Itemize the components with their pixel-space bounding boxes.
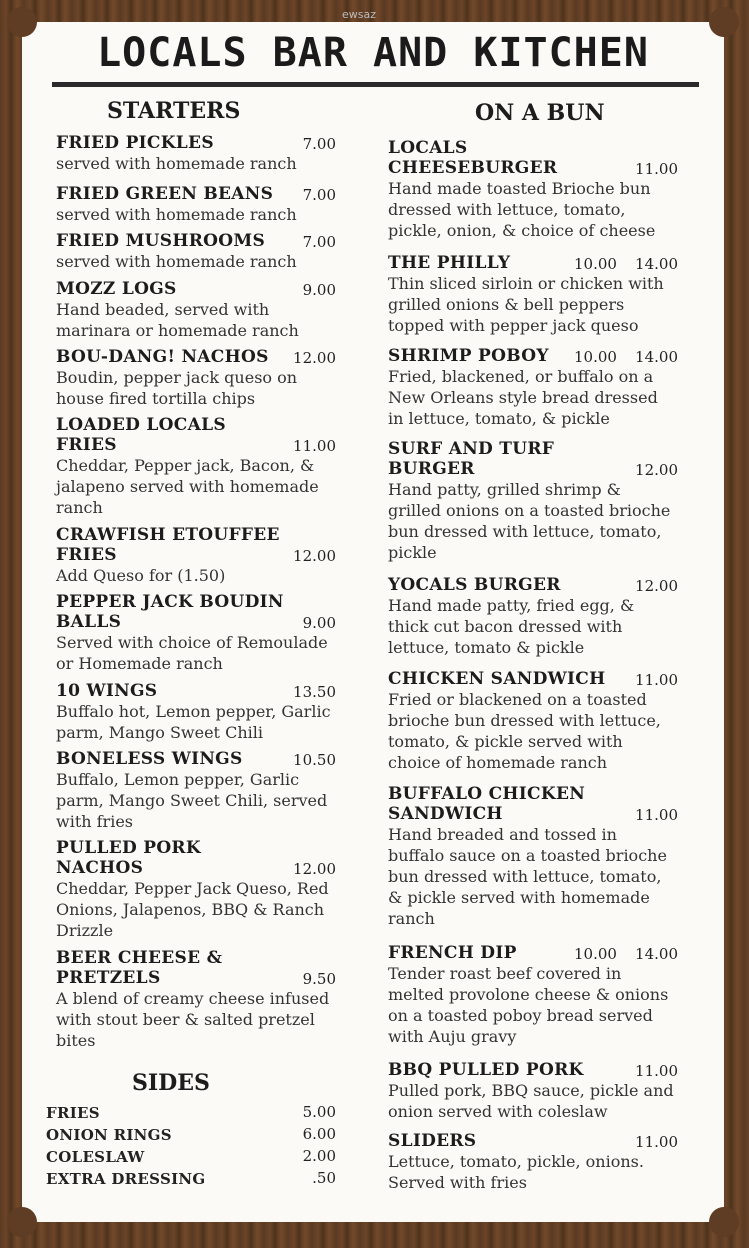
- menu-item: [56, 415, 336, 520]
- item-price: 7.00: [302, 186, 336, 204]
- menu-item: [56, 133, 336, 179]
- item-price-small: 10.00: [574, 945, 617, 963]
- item-name: 10 WINGS: [56, 681, 158, 701]
- item-description: Hand made patty, fried egg, & thick cut bacon dressed with lettuce, tomato & pickle: [388, 596, 635, 657]
- item-price-large: 14.00: [635, 348, 678, 366]
- item-name: SLIDERS: [388, 1131, 477, 1151]
- item-description: Add Queso for (1.50): [56, 566, 226, 585]
- item-description: Hand beaded, served with marinara or homemade ranch: [56, 300, 299, 340]
- item-name: MOZZ LOGS: [56, 279, 177, 299]
- item-price: 13.50: [293, 683, 336, 701]
- item-name: SURF AND TURF BURGER: [388, 439, 555, 479]
- item-description: Hand breaded and tossed in buffalo sauce on a toasted brioche bun dressed with lettuce, tomato, & pickle served with homemade ranch: [388, 825, 667, 928]
- item-description: A blend of creamy cheese infused with stout beer & salted pretzel bites: [56, 989, 330, 1050]
- item-price: 11.00: [635, 1133, 678, 1151]
- side-price: 6.00: [302, 1125, 336, 1143]
- page-title: LOCALS BAR AND KITCHEN: [97, 30, 649, 76]
- side-name: COLESLAW: [46, 1148, 145, 1166]
- item-price: 11.00: [293, 437, 336, 455]
- side-item: [46, 1103, 336, 1125]
- item-description: served with homemade ranch: [56, 205, 297, 224]
- sides-heading: SIDES: [132, 1070, 210, 1096]
- item-price: 12.00: [293, 349, 336, 367]
- item-price-small: 10.00: [574, 255, 617, 273]
- item-description: Lettuce, tomato, pickle, onions. Served with fries: [388, 1152, 644, 1192]
- item-name: FRENCH DIP: [388, 943, 517, 963]
- side-name: ONION RINGS: [46, 1126, 172, 1144]
- menu-item: [388, 1060, 678, 1126]
- side-item: [46, 1169, 336, 1191]
- item-name: THE PHILLY: [388, 253, 511, 273]
- item-description: Tender roast beef covered in melted provolone cheese & onions on a toasted poboy bread served with Auju gravy: [388, 964, 669, 1046]
- item-price: 12.00: [635, 577, 678, 595]
- on-a-bun-column: [388, 138, 678, 1202]
- item-name: BOU-DANG! NACHOS: [56, 347, 269, 367]
- item-price: 12.00: [293, 547, 336, 565]
- side-item: [46, 1125, 336, 1147]
- corner-notch: [709, 1207, 739, 1237]
- item-name: LOCALS CHEESEBURGER: [388, 138, 558, 178]
- item-price: 11.00: [635, 671, 678, 689]
- item-name: LOADED LOCALS FRIES: [56, 415, 226, 455]
- watermark: ewsaz: [342, 8, 377, 21]
- side-item: [46, 1147, 336, 1169]
- item-price: 9.50: [302, 970, 336, 988]
- item-name: SHRIMP POBOY: [388, 346, 549, 366]
- item-description: Served with choice of Remoulade or Homemade ranch: [56, 633, 328, 673]
- starters-column: [56, 133, 336, 1058]
- item-description: Boudin, pepper jack queso on house fired tortilla chips: [56, 368, 298, 408]
- menu-item: [388, 784, 678, 938]
- menu-item: [56, 838, 336, 943]
- menu-item: [56, 749, 336, 833]
- menu-item: [388, 439, 678, 570]
- menu-item: [56, 231, 336, 274]
- item-description: Pulled pork, BBQ sauce, pickle and onion served with coleslaw: [388, 1081, 674, 1121]
- item-name: FRIED MUSHROOMS: [56, 231, 266, 251]
- item-price: 11.00: [635, 160, 678, 178]
- item-description: Thin sliced sirloin or chicken with grilled onions & bell peppers topped with pepper jack queso: [388, 274, 664, 335]
- item-price: 9.00: [302, 281, 336, 299]
- menu-item: [388, 943, 678, 1055]
- item-price: 11.00: [635, 1062, 678, 1080]
- item-price: 11.00: [635, 806, 678, 824]
- menu-item: [56, 279, 336, 342]
- item-name: CHICKEN SANDWICH: [388, 669, 606, 689]
- item-name: BEER CHEESE & PRETZELS: [56, 948, 223, 988]
- item-description: Buffalo hot, Lemon pepper, Garlic parm, Mango Sweet Chili: [56, 702, 331, 742]
- menu-item: [56, 681, 336, 744]
- sides-list: [46, 1103, 336, 1191]
- item-name: CRAWFISH ETOUFFEE FRIES: [56, 525, 280, 565]
- menu-item: [56, 948, 336, 1053]
- item-price: 12.00: [293, 860, 336, 878]
- item-description: Fried or blackened on a toasted brioche bun dressed with lettuce, tomato, & pickle served with choice of homemade ranch: [388, 690, 661, 772]
- side-name: FRIES: [46, 1104, 100, 1122]
- menu-item: [388, 346, 678, 434]
- title-divider: [52, 82, 699, 87]
- item-price: 7.00: [302, 233, 336, 251]
- item-price: 12.00: [635, 461, 678, 479]
- menu-item: [56, 525, 336, 587]
- item-name: FRIED GREEN BEANS: [56, 184, 274, 204]
- item-price-small: 10.00: [574, 348, 617, 366]
- item-description: served with homemade ranch: [56, 252, 297, 271]
- item-name: BBQ PULLED PORK: [388, 1060, 584, 1080]
- item-price-large: 14.00: [635, 945, 678, 963]
- item-name: PULLED PORK NACHOS: [56, 838, 201, 878]
- side-price: 5.00: [302, 1103, 336, 1121]
- item-description: Cheddar, Pepper jack, Bacon, & jalapeno served with homemade ranch: [56, 456, 319, 517]
- item-name: PEPPER JACK BOUDIN BALLS: [56, 592, 284, 632]
- menu-item: [56, 347, 336, 410]
- side-price: 2.00: [302, 1147, 336, 1165]
- item-price-large: 14.00: [635, 255, 678, 273]
- corner-notch: [7, 1207, 37, 1237]
- menu-item: [388, 1131, 678, 1197]
- item-name: FRIED PICKLES: [56, 133, 214, 153]
- item-description: Fried, blackened, or buffalo on a New Orleans style bread dressed in lettuce, tomato, & pickle: [388, 367, 658, 428]
- menu-item: [56, 184, 336, 226]
- menu-item: [388, 253, 678, 341]
- item-description: Buffalo, Lemon pepper, Garlic parm, Mango Sweet Chili, served with fries: [56, 770, 328, 831]
- menu-item: [56, 592, 336, 676]
- menu-item: [388, 669, 678, 779]
- menu-card: [22, 8, 724, 1222]
- item-name: YOCALS BURGER: [388, 575, 561, 595]
- menu-item: [388, 138, 678, 248]
- on-a-bun-heading: ON A BUN: [475, 100, 605, 126]
- item-name: BONELESS WINGS: [56, 749, 243, 769]
- item-price: 7.00: [302, 135, 336, 153]
- item-description: Hand made toasted Brioche bun dressed with lettuce, tomato, pickle, onion, & choice of cheese: [388, 179, 656, 240]
- item-name: BUFFALO CHICKEN SANDWICH: [388, 784, 586, 824]
- starters-heading: STARTERS: [107, 98, 241, 124]
- side-name: EXTRA DRESSING: [46, 1170, 206, 1188]
- item-price: 10.50: [293, 751, 336, 769]
- item-description: Cheddar, Pepper Jack Queso, Red Onions, Jalapenos, BBQ & Ranch Drizzle: [56, 879, 329, 940]
- side-price: .50: [312, 1169, 336, 1187]
- item-price: 9.00: [302, 614, 336, 632]
- menu-item: [388, 575, 678, 664]
- item-description: Hand patty, grilled shrimp & grilled onions on a toasted brioche bun dressed with lettuce, tomato, pickle: [388, 480, 671, 562]
- item-description: served with homemade ranch: [56, 154, 297, 173]
